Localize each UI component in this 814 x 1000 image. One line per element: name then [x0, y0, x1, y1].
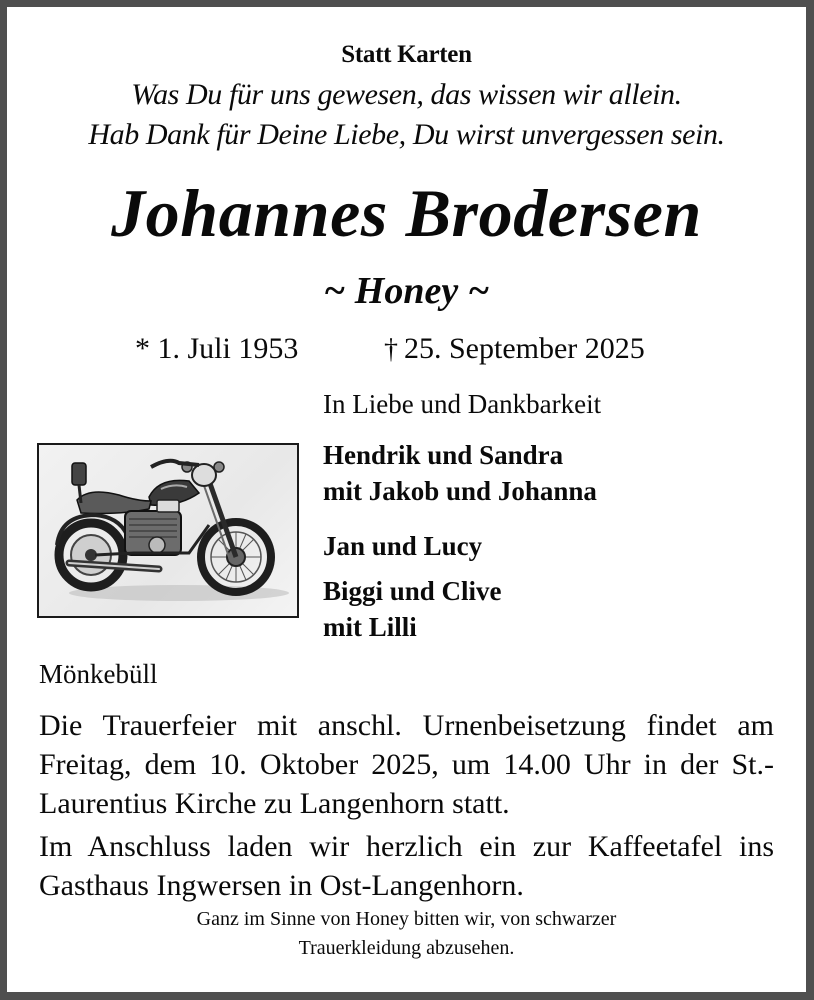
place-name: Mönkebüll — [39, 659, 158, 689]
dagger-cross-icon: † — [384, 334, 398, 365]
family-group-1-line-1: Hendrik und Sandra — [323, 440, 564, 470]
family-group-3 — [323, 573, 502, 645]
family-group-3-line-2: mit Lilli — [323, 612, 417, 642]
thanks-line: In Liebe und Dankbarkeit — [323, 389, 602, 419]
reception-paragraph: Im Anschluss laden wir herzlich ein zur Kaffeetafel ins Gasthaus Ingwersen in Ost-Langenhorn. — [39, 830, 774, 902]
birth-date: * 1. Juli 1953 — [135, 332, 299, 365]
obituary-notice — [7, 7, 806, 992]
funeral-details-paragraph: Die Trauerfeier mit anschl. Urnenbeisetzung findet am Freitag, dem 10. Oktober 2025, um 14.00 Uhr in der St.-Laurentius Kirche zu Langenhorn statt. — [39, 709, 774, 820]
family-group-2 — [323, 528, 482, 564]
family-group-1 — [323, 437, 597, 509]
family-group-2-line-1: Jan und Lucy — [323, 531, 483, 561]
dress-code-note-line-1: Ganz im Sinne von Honey bitten wir, von schwarzer — [196, 908, 617, 930]
family-group-1-line-2: mit Jakob und Johanna — [323, 476, 597, 506]
deceased-nickname: ~ Honey ~ — [323, 270, 490, 312]
heading-statt-karten: Statt Karten — [341, 41, 472, 68]
family-group-3-line-1: Biggi und Clive — [323, 576, 502, 606]
dress-code-note-line-2: Trauerkleidung abzusehen. — [298, 937, 515, 959]
death-date-group — [384, 332, 645, 366]
verse-line-2: Hab Dank für Deine Liebe, Du wirst unvergessen sein. — [88, 118, 725, 151]
deceased-name: Johannes Brodersen — [111, 175, 702, 251]
verse-line-1: Was Du für uns gewesen, das wissen wir allein. — [131, 78, 682, 111]
dress-code-note — [7, 905, 806, 963]
motorcycle-drawing-icon — [37, 443, 299, 618]
death-date: 25. September 2025 — [404, 332, 645, 365]
